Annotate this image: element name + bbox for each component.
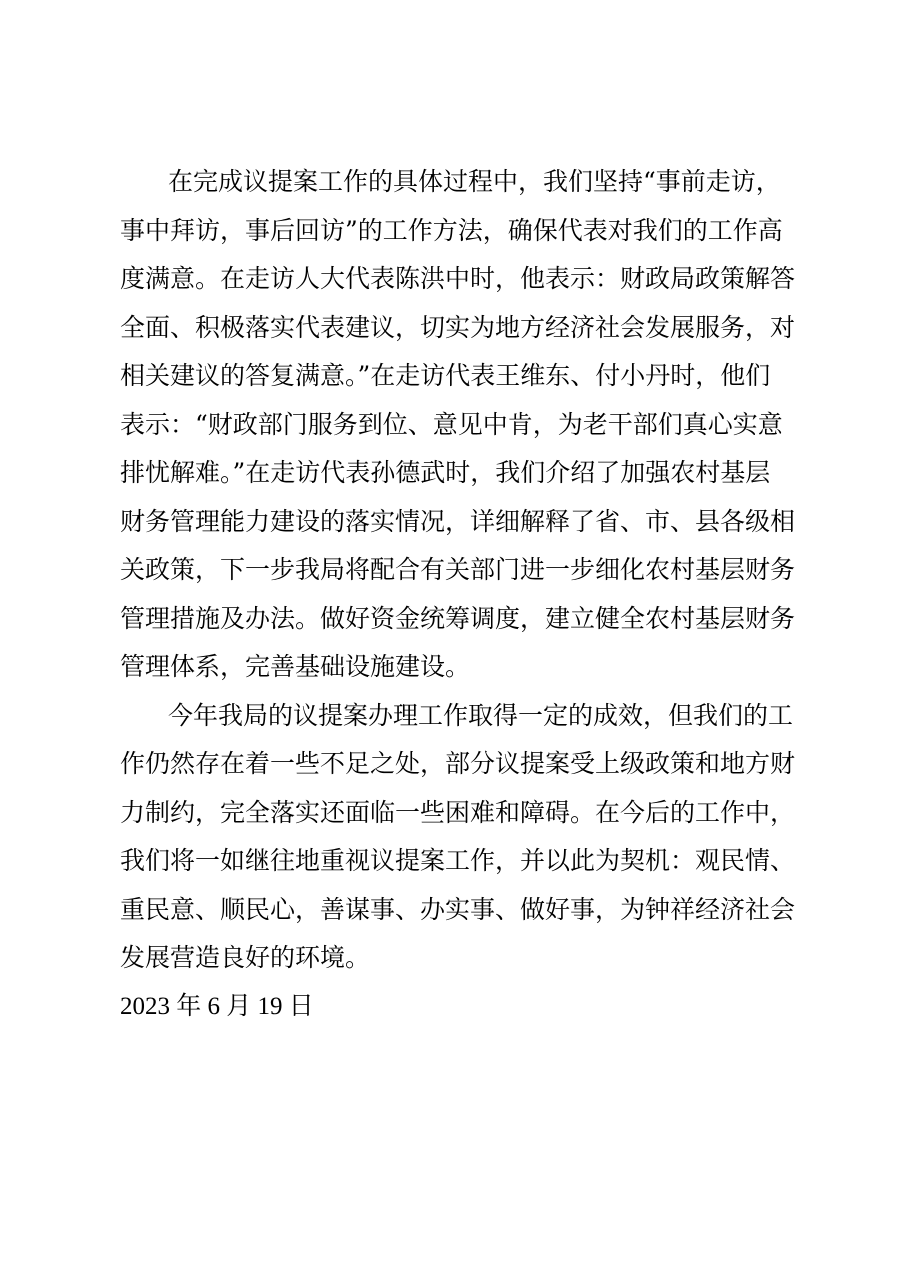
paragraph-line: 力制约，完全落实还面临一些困难和障碍。在今后的工作中，	[120, 797, 796, 827]
paragraph-line: 在完成议提案工作的具体过程中，我们坚持“事前走访，	[168, 167, 781, 196]
paragraph-2	[120, 692, 800, 983]
paragraph-line: 排忧解难。”在走访代表孙德武时，我们介绍了加强农村基层	[120, 458, 771, 487]
paragraph-line: 发展营造良好的环境。	[120, 943, 371, 972]
document-body	[120, 158, 800, 1031]
paragraph-line: 度满意。在走访人大代表陈洪中时，他表示：财政局政策解答	[120, 264, 796, 293]
paragraph-line: 关政策，下一步我局将配合有关部门进一步细化农村基层财务	[120, 555, 796, 584]
paragraph-line: 管理体系，完善基础设施建设。	[120, 652, 471, 681]
paragraph-line: 全面、积极落实代表建议，切实为地方经济社会发展服务，对	[120, 312, 796, 342]
paragraph-line: 作仍然存在着一些不足之处，部分议提案受上级政策和地方财	[120, 749, 796, 778]
paragraph-line: 财务管理能力建设的落实情况，详细解释了省、市、县各级相	[120, 506, 796, 536]
paragraph-line: 事中拜访，事后回访”的工作方法，确保代表对我们的工作高	[120, 215, 783, 245]
paragraph-line: 今年我局的议提案办理工作取得一定的成效，但我们的工	[168, 700, 794, 730]
paragraph-line: 重民意、顺民心，善谋事、办实事、做好事，为钟祥经济社会	[120, 894, 796, 924]
paragraph-line: 相关建议的答复满意。”在走访代表王维东、付小丹时，他们	[120, 361, 771, 390]
paragraph-line: 表示：“财政部门服务到位、意见中肯，为老干部们真心实意	[120, 409, 783, 439]
paragraph-line: 我们将一如继往地重视议提案工作，并以此为契机：观民情、	[120, 846, 796, 875]
document-date: 2023 年 6 月 19 日	[120, 992, 314, 1020]
paragraph-1	[120, 158, 800, 692]
paragraph-line: 管理措施及办法。做好资金统筹调度，建立健全农村基层财务	[120, 603, 796, 633]
